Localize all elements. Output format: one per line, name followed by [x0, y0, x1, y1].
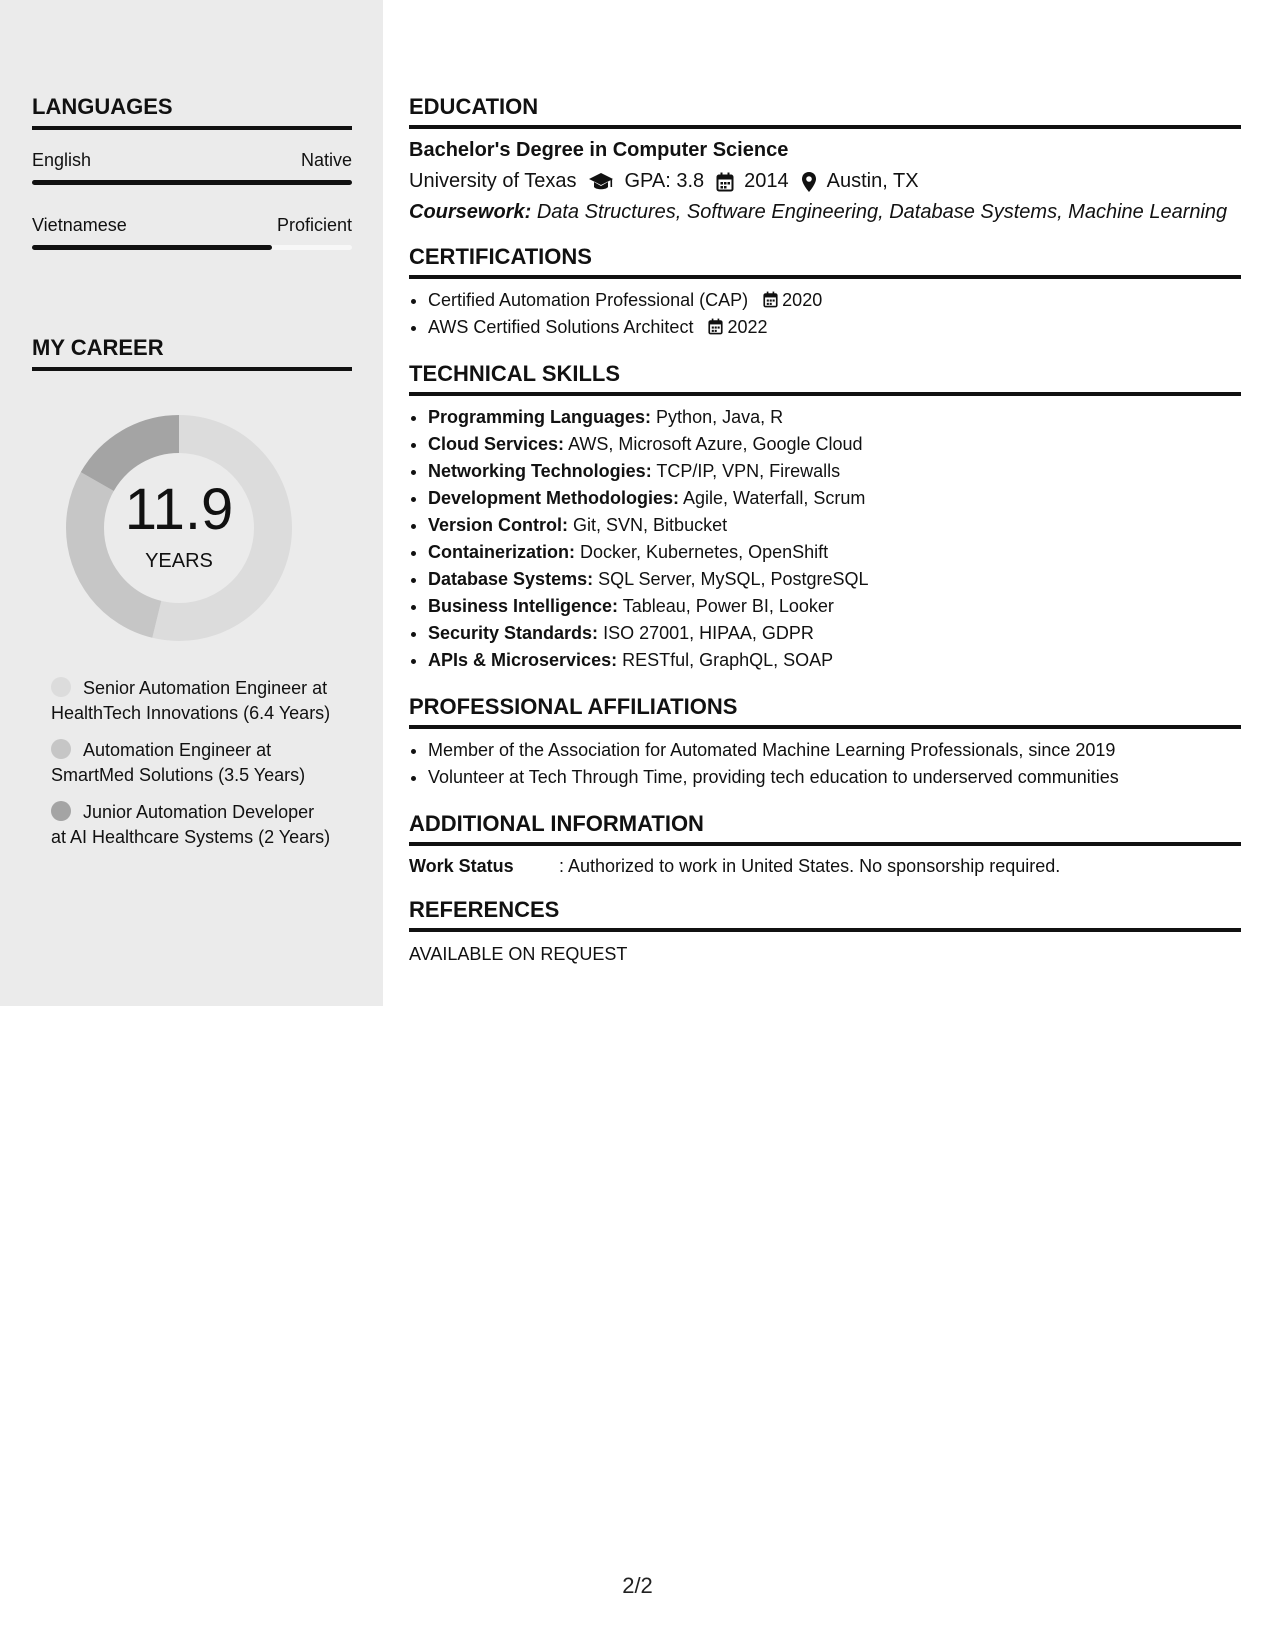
list-item — [428, 593, 1241, 620]
education-section — [409, 94, 1241, 224]
additional-info-title: ADDITIONAL INFORMATION — [409, 811, 1241, 846]
affiliations-title: PROFESSIONAL AFFILIATIONS — [409, 694, 1241, 729]
language-proficiency-fill — [32, 245, 272, 250]
language-item — [32, 150, 352, 185]
list-item — [428, 539, 1241, 566]
skill-label: Programming Languages: — [428, 407, 652, 427]
list-item — [428, 512, 1241, 539]
education-details — [409, 170, 1241, 193]
calendar-icon — [708, 318, 723, 335]
calendar-icon — [763, 291, 778, 308]
education-school: University of Texas — [409, 170, 577, 192]
education-title: EDUCATION — [409, 94, 1241, 129]
education-degree: Bachelor's Degree in Computer Science — [409, 139, 789, 161]
career-legend-label: Senior Automation Engineer at HealthTech Innovations (6.4 Years) — [51, 678, 331, 723]
additional-info-section — [409, 811, 1241, 877]
references-section — [409, 897, 1241, 965]
sidebar — [0, 0, 383, 1006]
career-section — [32, 335, 352, 371]
skill-value: Python, Java, R — [656, 407, 784, 427]
skill-value: AWS, Microsoft Azure, Google Cloud — [568, 434, 863, 454]
career-legend — [51, 676, 331, 862]
legend-dot-icon — [51, 739, 71, 759]
skills-list — [409, 404, 1241, 674]
career-years-unit: YEARS — [145, 550, 213, 572]
certification-name: AWS Certified Solutions Architect — [428, 317, 694, 337]
list-item — [428, 431, 1241, 458]
skill-label: Development Methodologies: — [428, 488, 680, 508]
coursework-list: Data Structures, Software Engineering, Database Systems, Machine Learning — [536, 201, 1228, 223]
skill-label: Security Standards: — [428, 623, 599, 643]
language-name: Vietnamese — [32, 215, 127, 235]
list-item — [428, 314, 1241, 341]
skill-value: SQL Server, MySQL, PostgreSQL — [598, 569, 869, 589]
technical-skills-section — [409, 361, 1241, 674]
skill-value: Tableau, Power BI, Looker — [622, 596, 834, 616]
location-pin-icon — [801, 171, 817, 193]
list-item — [428, 647, 1241, 674]
legend-dot-icon — [51, 801, 71, 821]
certification-year: 2022 — [727, 317, 768, 337]
certification-name: Certified Automation Professional (CAP) — [428, 290, 749, 310]
main-content — [409, 94, 1241, 965]
list-item — [428, 287, 1241, 314]
language-level: Native — [300, 150, 352, 170]
skill-label: Business Intelligence: — [428, 596, 619, 616]
skill-value: Git, SVN, Bitbucket — [573, 515, 728, 535]
education-location: Austin, TX — [826, 170, 919, 192]
language-proficiency-bar — [32, 180, 352, 185]
certifications-title: CERTIFICATIONS — [409, 244, 1241, 279]
languages-title: LANGUAGES — [32, 94, 352, 130]
education-coursework — [409, 201, 1241, 224]
affiliations-list — [409, 737, 1241, 791]
certifications-section — [409, 244, 1241, 341]
career-legend-label: Junior Automation Developer at AI Healthcare Systems (2 Years) — [51, 802, 331, 847]
work-status-row — [409, 856, 1241, 877]
graduation-cap-icon — [588, 172, 614, 192]
career-legend-label: Automation Engineer at SmartMed Solutions (3.5 Years) — [51, 740, 306, 785]
page-number: 2/2 — [622, 1573, 653, 1598]
coursework-label: Coursework: — [409, 201, 532, 223]
references-title: REFERENCES — [409, 897, 1241, 932]
list-item: • Volunteer at Tech Through Time, providing tech education to underserved communities — [428, 764, 1241, 791]
skill-label: Networking Technologies: — [428, 461, 652, 481]
language-name: English — [32, 150, 92, 170]
affiliations-section — [409, 694, 1241, 791]
career-total-years: 11.9 — [124, 477, 234, 542]
skill-label: APIs & Microservices: — [428, 650, 618, 670]
career-donut-chart — [66, 415, 292, 641]
references-text: AVAILABLE ON REQUEST — [409, 944, 628, 964]
skill-label: Database Systems: — [428, 569, 594, 589]
skill-value: ISO 27001, HIPAA, GDPR — [603, 623, 814, 643]
certification-year: 2020 — [782, 290, 823, 310]
skill-label: Containerization: — [428, 542, 575, 562]
list-item — [428, 620, 1241, 647]
technical-skills-title: TECHNICAL SKILLS — [409, 361, 1241, 396]
skill-label: Version Control: — [428, 515, 569, 535]
list-item: • Member of the Association for Automated Machine Learning Professionals, since 2019 — [428, 737, 1241, 764]
education-year: 2014 — [744, 170, 789, 192]
skill-value: TCP/IP, VPN, Firewalls — [656, 461, 841, 481]
language-proficiency-bar — [32, 245, 352, 250]
list-item — [428, 485, 1241, 512]
language-level: Proficient — [276, 215, 352, 235]
career-legend-item — [51, 676, 331, 726]
calendar-icon — [716, 172, 734, 192]
skill-value: RESTful, GraphQL, SOAP — [622, 650, 834, 670]
skill-value: Docker, Kubernetes, OpenShift — [580, 542, 829, 562]
list-item — [428, 566, 1241, 593]
skill-label: Cloud Services: — [428, 434, 565, 454]
languages-section — [32, 94, 352, 250]
education-gpa: GPA: 3.8 — [624, 170, 705, 192]
career-title: MY CAREER — [32, 335, 352, 371]
list-item — [428, 404, 1241, 431]
skill-value: Agile, Waterfall, Scrum — [683, 488, 866, 508]
legend-dot-icon — [51, 677, 71, 697]
list-item — [428, 458, 1241, 485]
work-status-label: Work Status — [409, 856, 514, 876]
work-status-value: : Authorized to work in United States. No sponsorship required. — [559, 856, 1061, 876]
career-legend-item — [51, 800, 331, 850]
career-legend-item — [51, 738, 331, 788]
language-item — [32, 215, 352, 250]
certifications-list — [409, 287, 1241, 341]
language-proficiency-fill — [32, 180, 352, 185]
